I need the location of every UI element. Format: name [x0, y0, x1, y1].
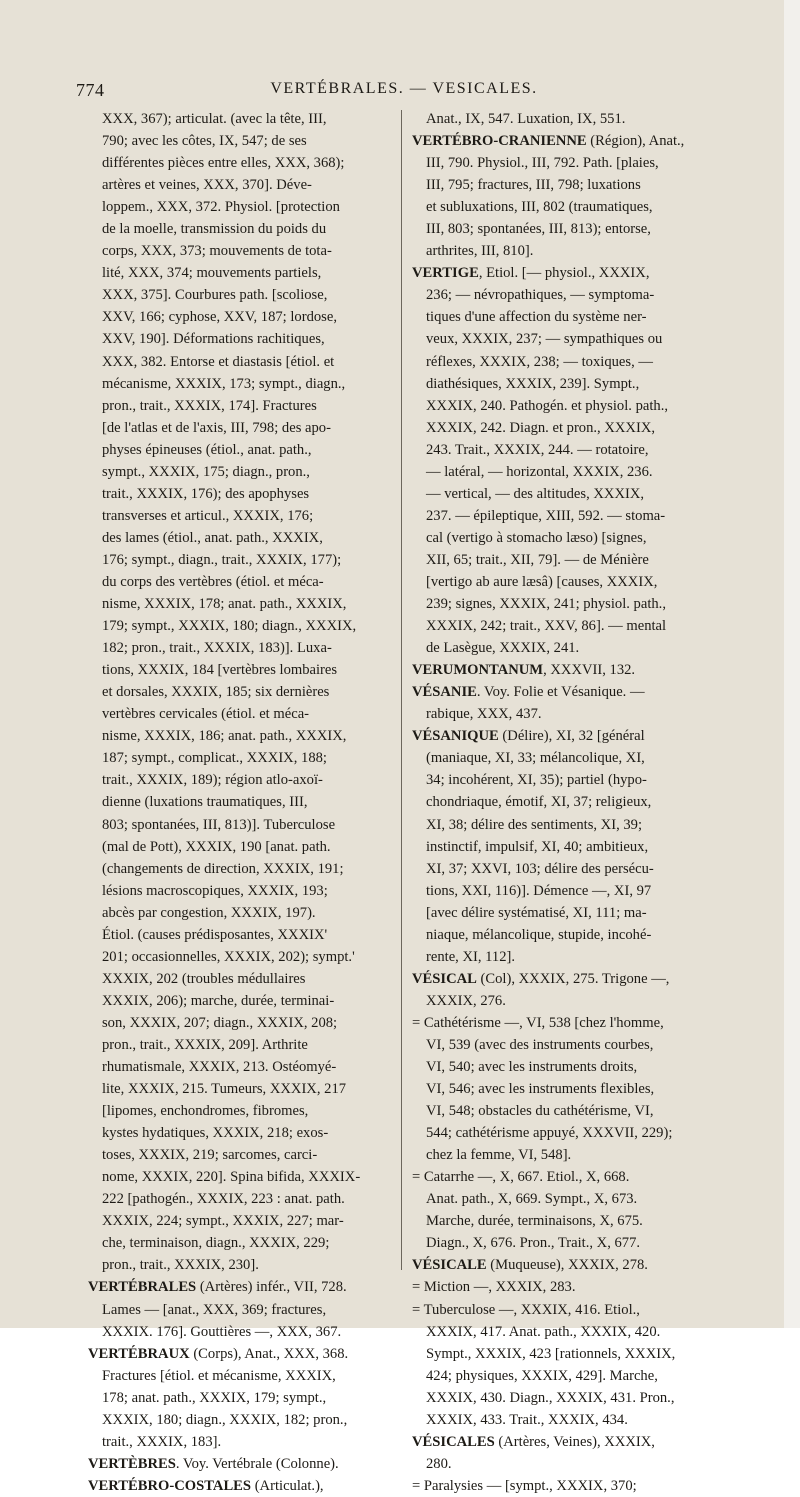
index-line-text: XXXIX, 276.: [426, 992, 506, 1009]
index-text-line: [412, 946, 728, 968]
index-line-text: III, 795; fractures, III, 798; luxations: [426, 177, 641, 194]
index-text-line: [412, 483, 728, 505]
index-line-text: du corps des vertèbres (étiol. et méca-: [102, 573, 324, 590]
index-line-text: tions, XXI, 116)]. Démence —, XI, 97: [426, 882, 652, 899]
index-line-text: réflexes, XXXIX, 238; — toxiques, —: [426, 353, 653, 370]
index-text-line: [412, 1034, 728, 1056]
index-line-text: XXX, 367); articulat. (avec la tête, III,: [102, 111, 327, 127]
index-line-text: XI, 38; délire des sentiments, XI, 39;: [426, 816, 643, 833]
index-line-text: XXV, 166; cyphose, XXV, 187; lordose,: [102, 309, 337, 326]
index-text-line: [88, 902, 404, 924]
index-text-line: [412, 108, 728, 130]
index-line-text: VI, 539 (avec des instruments courbes,: [426, 1036, 654, 1053]
index-text-line: [88, 1387, 404, 1409]
index-line-text: 187; sympt., complicat., XXXIX, 188;: [102, 750, 327, 767]
index-text-line: [88, 1078, 404, 1100]
index-line-text: XXX, 375]. Courbures path. [scoliose,: [102, 287, 328, 304]
index-line-text: pron., trait., XXXIX, 209]. Arthrite: [102, 1036, 308, 1053]
index-entry-line: [412, 130, 728, 152]
index-line-text: XXXIX, 417. Anat. path., XXXIX, 420.: [426, 1323, 661, 1340]
index-text-line: [412, 1343, 728, 1365]
index-text-line: [412, 328, 728, 350]
index-line-text: 178; anat. path., XXXIX, 179; sympt.,: [102, 1389, 327, 1406]
index-line-text: corps, XXX, 373; mouvements de tota-: [102, 243, 332, 260]
index-text-line: [412, 637, 728, 659]
index-text-line: [412, 747, 728, 769]
index-text-line: [88, 417, 404, 439]
index-text-line: [412, 549, 728, 571]
index-line-text: III, 803; spontanées, III, 813); entorse,: [426, 221, 651, 238]
index-text-line: [412, 990, 728, 1012]
index-text-line: [88, 990, 404, 1012]
index-entry-line: [412, 681, 728, 703]
index-line-text: = Tuberculose —, XXXIX, 416. Etiol.,: [412, 1301, 640, 1318]
right-column: [412, 108, 728, 1497]
left-column: [88, 108, 404, 1497]
index-line-text: cal (vertigo à stomacho læso) [signes,: [426, 529, 647, 546]
index-text-line: [88, 1100, 404, 1122]
index-text-line: [88, 681, 404, 703]
index-text-line: [88, 1034, 404, 1056]
index-line-text: (Corps), Anat., XXX, 368.: [189, 1345, 349, 1362]
index-text-line: [88, 373, 404, 395]
index-line-text: différentes pièces entre elles, XXX, 368);: [102, 155, 345, 172]
index-text-line: [412, 196, 728, 218]
index-text-line: [412, 505, 728, 527]
index-text-line: [88, 924, 404, 946]
index-text-line: [412, 351, 728, 373]
index-text-line: [88, 880, 404, 902]
index-line-text: 236; — névropathiques, — symptoma-: [426, 287, 655, 304]
index-text-line: [88, 615, 404, 637]
index-text-line: [88, 725, 404, 747]
index-line-text: VI, 540; avec les instruments droits,: [426, 1059, 638, 1076]
index-line-text: Diagn., X, 676. Pron., Trait., X, 677.: [426, 1235, 641, 1252]
index-line-text: tiques d'une affection du système ner-: [426, 309, 647, 326]
index-line-text: pron., trait., XXXIX, 174]. Fractures: [102, 397, 317, 414]
index-headword: VERTÉBRO-CRANIENNE: [412, 133, 587, 150]
index-entry-line: [412, 1254, 728, 1276]
index-line-text: nisme, XXXIX, 178; anat. path., XXXIX,: [102, 596, 347, 613]
page-margin: [784, 0, 800, 1328]
index-text-line: [412, 902, 728, 924]
index-entry-line: [412, 659, 728, 681]
index-text-line: [88, 218, 404, 240]
index-line-text: mécanisme, XXXIX, 173; sympt., diagn.,: [102, 375, 346, 392]
index-line-text: rhumatismale, XXXIX, 213. Ostéomyé-: [102, 1059, 337, 1076]
index-headword: VÉSANIE: [412, 684, 477, 701]
index-line-text: 239; signes, XXXIX, 241; physiol. path.,: [426, 596, 666, 613]
index-text-line: [412, 373, 728, 395]
index-line-text: trait., XXXIX, 176); des apophyses: [102, 485, 310, 502]
index-line-text: XXXIX, 206); marche, durée, terminai-: [102, 992, 335, 1009]
index-text-line: [412, 1409, 728, 1431]
index-line-text: chondriaque, émotif, XI, 37; religieux,: [426, 794, 652, 811]
index-line-text: transverses et articul., XXXIX, 176;: [102, 507, 314, 524]
index-text-line: [88, 328, 404, 350]
index-line-text: trait., XXXIX, 183].: [102, 1433, 222, 1450]
index-line-text: 176; sympt., diagn., trait., XXXIX, 177);: [102, 551, 342, 568]
index-line-text: , Etiol. [— physiol., XXXIX,: [478, 265, 650, 282]
running-title: VERTÉBRALES. — VESICALES.: [270, 80, 538, 97]
index-line-text: XI, 37; XXVI, 103; délire des persécu-: [426, 860, 654, 877]
index-headword: VERTIGE: [412, 265, 479, 282]
index-text-line: [412, 769, 728, 791]
index-line-text: XXXIX. 176]. Gouttières —, XXX, 367.: [102, 1323, 342, 1340]
index-line-text: lésions macroscopiques, XXXIX, 193;: [102, 882, 328, 899]
index-text-line: [88, 196, 404, 218]
index-text-line: [412, 1144, 728, 1166]
index-text-line: [88, 637, 404, 659]
index-text-line: [88, 814, 404, 836]
index-text-line: [412, 571, 728, 593]
index-line-text: 201; occasionnelles, XXXIX, 202); sympt.': [102, 948, 355, 965]
index-line-text: (Artères, Veines), XXXIX,: [494, 1433, 655, 1450]
index-text-line: [88, 703, 404, 725]
index-line-text: Anat., IX, 547. Luxation, IX, 551.: [426, 111, 626, 127]
index-entry-line: [412, 1431, 728, 1453]
index-line-text: XXXIX, 433. Trait., XXXIX, 434.: [426, 1411, 628, 1428]
index-text-line: [412, 461, 728, 483]
index-text-line: [412, 152, 728, 174]
index-line-text: XXXIX, 202 (troubles médullaires: [102, 970, 306, 987]
index-text-line: [88, 836, 404, 858]
index-text-line: [88, 1365, 404, 1387]
index-line-text: [lipomes, enchondromes, fibromes,: [102, 1103, 309, 1120]
index-text-line: [412, 880, 728, 902]
index-headword: VERUMONTANUM: [412, 662, 544, 679]
index-line-text: pron., trait., XXXIX, 230].: [102, 1257, 259, 1274]
index-entry-line: [88, 1343, 404, 1365]
index-text-line: [88, 527, 404, 549]
index-text-line: [88, 395, 404, 417]
index-text-line: [412, 240, 728, 262]
index-line-text: XXXIX, 224; sympt., XXXIX, 227; mar-: [102, 1213, 344, 1230]
index-line-text: kystes hydatiques, XXXIX, 218; exos-: [102, 1125, 329, 1142]
index-line-text: — latéral, — horizontal, XXXIX, 236.: [426, 463, 653, 480]
index-text-line: [88, 1431, 404, 1453]
index-text-line: [412, 1056, 728, 1078]
index-line-text: 34; incohérent, XI, 35); partiel (hypo-: [426, 772, 647, 789]
index-text-line: [88, 351, 404, 373]
index-text-line: [88, 1056, 404, 1078]
index-line-text: et subluxations, III, 802 (traumatiques,: [426, 199, 653, 216]
index-text-line: [412, 417, 728, 439]
index-entry-line: [88, 1276, 404, 1298]
index-line-text: physes épineuses (étiol., anat. path.,: [102, 441, 312, 458]
index-line-text: 803; spontanées, III, 813)]. Tuberculose: [102, 816, 336, 833]
index-line-text: niaque, mélancolique, stupide, incohé-: [426, 926, 652, 943]
index-line-text: = Catarrhe —, X, 667. Etiol., X, 668.: [412, 1169, 630, 1186]
index-line-text: des lames (étiol., anat. path., XXXIX,: [102, 529, 323, 546]
index-line-text: (mal de Pott), XXXIX, 190 [anat. path.: [102, 838, 331, 855]
index-line-text: rente, XI, 112].: [426, 948, 516, 965]
index-line-text: Lames — [anat., XXX, 369; fractures,: [102, 1301, 327, 1318]
index-line-text: lité, XXX, 374; mouvements partiels,: [102, 265, 322, 282]
index-line-text: XII, 65; trait., XII, 79]. — de Ménière: [426, 551, 649, 568]
page-number: 774: [76, 80, 105, 100]
index-text-line: [412, 1232, 728, 1254]
index-line-text: toses, XXXIX, 219; sarcomes, carci-: [102, 1147, 318, 1164]
index-line-text: XXV, 190]. Déformations rachitiques,: [102, 331, 325, 348]
index-text-line: [412, 703, 728, 725]
index-line-text: che, terminaison, diagn., XXXIX, 229;: [102, 1235, 330, 1252]
index-text-line: [88, 461, 404, 483]
index-entry-line: [412, 968, 728, 990]
index-text-line: [412, 1078, 728, 1100]
index-line-text: nisme, XXXIX, 186; anat. path., XXXIX,: [102, 728, 347, 745]
index-text-line: [88, 1122, 404, 1144]
index-line-text: (Articulat.),: [251, 1477, 324, 1494]
index-text-line: [412, 1365, 728, 1387]
index-line-text: Marche, durée, terminaisons, X, 675.: [426, 1213, 643, 1230]
index-text-line: [88, 747, 404, 769]
index-text-line: [412, 439, 728, 461]
index-text-line: [412, 1387, 728, 1409]
index-text-line: [412, 858, 728, 880]
index-text-line: [88, 1144, 404, 1166]
index-text-line: [88, 1321, 404, 1343]
index-line-text: XXX, 382. Entorse et diastasis [étiol. et: [102, 353, 335, 370]
index-text-line: [412, 1321, 728, 1343]
index-text-line: [88, 968, 404, 990]
index-line-text: artères et veines, XXX, 370]. Déve-: [102, 177, 312, 194]
index-line-text: 182; pron., trait., XXXIX, 183)]. Luxa-: [102, 640, 332, 657]
index-text-line: [88, 769, 404, 791]
index-line-text: . Voy. Vertébrale (Colonne).: [175, 1455, 339, 1472]
index-headword: VERTÉBRALES: [88, 1279, 197, 1296]
index-line-text: sympt., XXXIX, 175; diagn., pron.,: [102, 463, 310, 480]
index-line-text: Étiol. (causes prédisposantes, XXXIX': [102, 926, 328, 943]
index-headword: VERTÉBRO-COSTALES: [88, 1477, 252, 1494]
index-text-line: [88, 505, 404, 527]
index-line-text: 790; avec les côtes, IX, 547; de ses: [102, 133, 307, 150]
index-line-text: XXXIX, 242. Diagn. et pron., XXXIX,: [426, 419, 656, 436]
index-line-text: (Muqueuse), XXXIX, 278.: [486, 1257, 648, 1274]
index-line-text: instinctif, impulsif, XI, 40; ambitieux,: [426, 838, 649, 855]
index-headword: VERTÉBRAUX: [88, 1345, 190, 1362]
index-text-line: [88, 1232, 404, 1254]
index-text-line: [412, 836, 728, 858]
index-line-text: de Lasègue, XXXIX, 241.: [426, 640, 580, 657]
index-line-text: trait., XXXIX, 189); région atlo-axoï-: [102, 772, 323, 789]
index-line-text: de la moelle, transmission du poids du: [102, 221, 327, 238]
index-line-text: (changements de direction, XXXIX, 191;: [102, 860, 344, 877]
index-line-text: 424; physiques, XXXIX, 429]. Marche,: [426, 1367, 658, 1384]
index-text-line: [412, 1166, 728, 1188]
index-text-line: [88, 791, 404, 813]
index-line-text: Anat. path., X, 669. Sympt., X, 673.: [426, 1191, 638, 1208]
index-text-line: [412, 593, 728, 615]
index-text-line: [412, 791, 728, 813]
index-text-line: [88, 571, 404, 593]
index-text-line: [412, 1299, 728, 1321]
index-text-line: [88, 240, 404, 262]
index-text-line: [88, 1210, 404, 1232]
index-entry-line: [88, 1453, 404, 1475]
index-text-line: [88, 1409, 404, 1431]
index-text-line: [88, 174, 404, 196]
index-line-text: (Col), XXXIX, 275. Trigone —,: [476, 970, 670, 987]
index-line-text: VI, 546; avec les instruments flexibles,: [426, 1081, 655, 1098]
index-line-text: loppem., XXX, 372. Physiol. [protection: [102, 199, 340, 216]
index-headword: VÉSANIQUE: [412, 728, 499, 745]
index-text-line: [412, 1453, 728, 1475]
index-text-line: [88, 130, 404, 152]
index-text-line: [88, 946, 404, 968]
index-line-text: VI, 548; obstacles du cathétérisme, VI,: [426, 1103, 654, 1120]
index-text-line: [88, 1254, 404, 1276]
index-text-line: [412, 1100, 728, 1122]
index-line-text: 237. — épileptique, XIII, 592. — stoma-: [426, 507, 666, 524]
index-line-text: rabique, XXX, 437.: [426, 706, 542, 723]
index-line-text: — vertical, — des altitudes, XXXIX,: [426, 485, 645, 502]
index-line-text: (Artères) infér., VII, 728.: [196, 1279, 347, 1296]
index-text-line: [88, 1188, 404, 1210]
index-text-line: [412, 284, 728, 306]
index-text-line: [88, 659, 404, 681]
index-line-text: (Région), Anat.,: [586, 133, 685, 150]
index-line-text: . Voy. Folie et Vésanique. —: [476, 684, 645, 701]
index-text-line: [88, 439, 404, 461]
index-line-text: XXXIX, 180; diagn., XXXIX, 182; pron.,: [102, 1411, 348, 1428]
index-entry-line: [88, 1475, 404, 1497]
index-text-line: [88, 108, 404, 130]
index-line-text: abcès par congestion, XXXIX, 197).: [102, 904, 316, 921]
index-line-text: XXXIX, 430. Diagn., XXXIX, 431. Pron.,: [426, 1389, 675, 1406]
index-line-text: chez la femme, VI, 548].: [426, 1147, 572, 1164]
index-text-line: [88, 549, 404, 571]
index-text-line: [88, 1166, 404, 1188]
index-line-text: 544; cathétérisme appuyé, XXXVII, 229);: [426, 1125, 673, 1142]
index-line-text: Fractures [étiol. et mécanisme, XXXIX,: [102, 1367, 336, 1384]
index-text-line: [412, 218, 728, 240]
index-text-line: [412, 1276, 728, 1298]
index-line-text: son, XXXIX, 207; diagn., XXXIX, 208;: [102, 1014, 338, 1031]
index-text-line: [412, 174, 728, 196]
index-line-text: = Cathétérisme —, VI, 538 [chez l'homme,: [412, 1014, 664, 1031]
index-text-line: [412, 306, 728, 328]
index-text-line: [88, 262, 404, 284]
column-divider: [401, 110, 402, 1270]
index-text-line: [88, 1012, 404, 1034]
index-line-text: 243. Trait., XXXIX, 244. — rotatoire,: [426, 441, 649, 458]
index-line-text: , XXXVII, 132.: [543, 662, 636, 679]
page-header: [76, 80, 732, 106]
index-line-text: XXXIX, 242; trait., XXV, 86]. — mental: [426, 618, 667, 635]
index-line-text: = Paralysies — [sympt., XXXIX, 370;: [412, 1477, 637, 1494]
index-line-text: 280.: [426, 1455, 452, 1472]
index-line-text: et dorsales, XXXIX, 185; six dernières: [102, 684, 330, 701]
index-line-text: (maniaque, XI, 33; mélancolique, XI,: [426, 750, 645, 767]
index-text-line: [88, 284, 404, 306]
index-text-line: [412, 1122, 728, 1144]
index-text-line: [412, 814, 728, 836]
index-line-text: lite, XXXIX, 215. Tumeurs, XXXIX, 217: [102, 1081, 347, 1098]
index-line-text: [avec délire systématisé, XI, 111; ma-: [426, 904, 647, 921]
index-line-text: nome, XXXIX, 220]. Spina bifida, XXXIX-: [102, 1169, 361, 1186]
index-text-line: [412, 924, 728, 946]
index-line-text: tions, XXXIX, 184 [vertèbres lombaires: [102, 662, 338, 679]
index-line-text: 222 [pathogén., XXXIX, 223 : anat. path.: [102, 1191, 345, 1208]
index-text-line: [88, 152, 404, 174]
index-line-text: arthrites, III, 810].: [426, 243, 534, 260]
index-headword: VERTÈBRES: [88, 1455, 176, 1472]
index-line-text: [de l'atlas et de l'axis, III, 798; des apo-: [102, 419, 331, 436]
index-line-text: 179; sympt., XXXIX, 180; diagn., XXXIX,: [102, 618, 357, 635]
index-text-line: [412, 1210, 728, 1232]
index-text-line: [412, 1012, 728, 1034]
index-text-line: [88, 483, 404, 505]
index-text-line: [412, 395, 728, 417]
index-text-line: [88, 858, 404, 880]
index-text-line: [412, 1188, 728, 1210]
index-text-line: [412, 527, 728, 549]
index-text-line: [88, 593, 404, 615]
index-line-text: dienne (luxations traumatiques, III,: [102, 794, 308, 811]
index-line-text: diathésiques, XXXIX, 239]. Sympt.,: [426, 375, 640, 392]
index-headword: VÉSICAL: [412, 970, 477, 987]
index-line-text: XXXIX, 240. Pathogén. et physiol. path.,: [426, 397, 668, 414]
index-text-line: [88, 1299, 404, 1321]
index-entry-line: [412, 725, 728, 747]
index-entry-line: [412, 262, 728, 284]
index-text-line: [412, 615, 728, 637]
index-text-line: [412, 1475, 728, 1497]
index-text-line: [88, 306, 404, 328]
index-line-text: vertèbres cervicales (étiol. et méca-: [102, 706, 310, 723]
index-line-text: [vertigo ab aure læsâ) [causes, XXXIX,: [426, 573, 658, 590]
index-line-text: Sympt., XXXIX, 423 [rationnels, XXXIX,: [426, 1345, 676, 1362]
index-line-text: veux, XXXIX, 237; — sympathiques ou: [426, 331, 663, 348]
index-line-text: = Miction —, XXXIX, 283.: [412, 1279, 576, 1296]
index-headword: VÉSICALE: [412, 1257, 487, 1274]
index-line-text: III, 790. Physiol., III, 792. Path. [plaies,: [426, 155, 659, 172]
index-headword: VÉSICALES: [412, 1433, 495, 1450]
index-line-text: (Délire), XI, 32 [général: [498, 728, 645, 745]
